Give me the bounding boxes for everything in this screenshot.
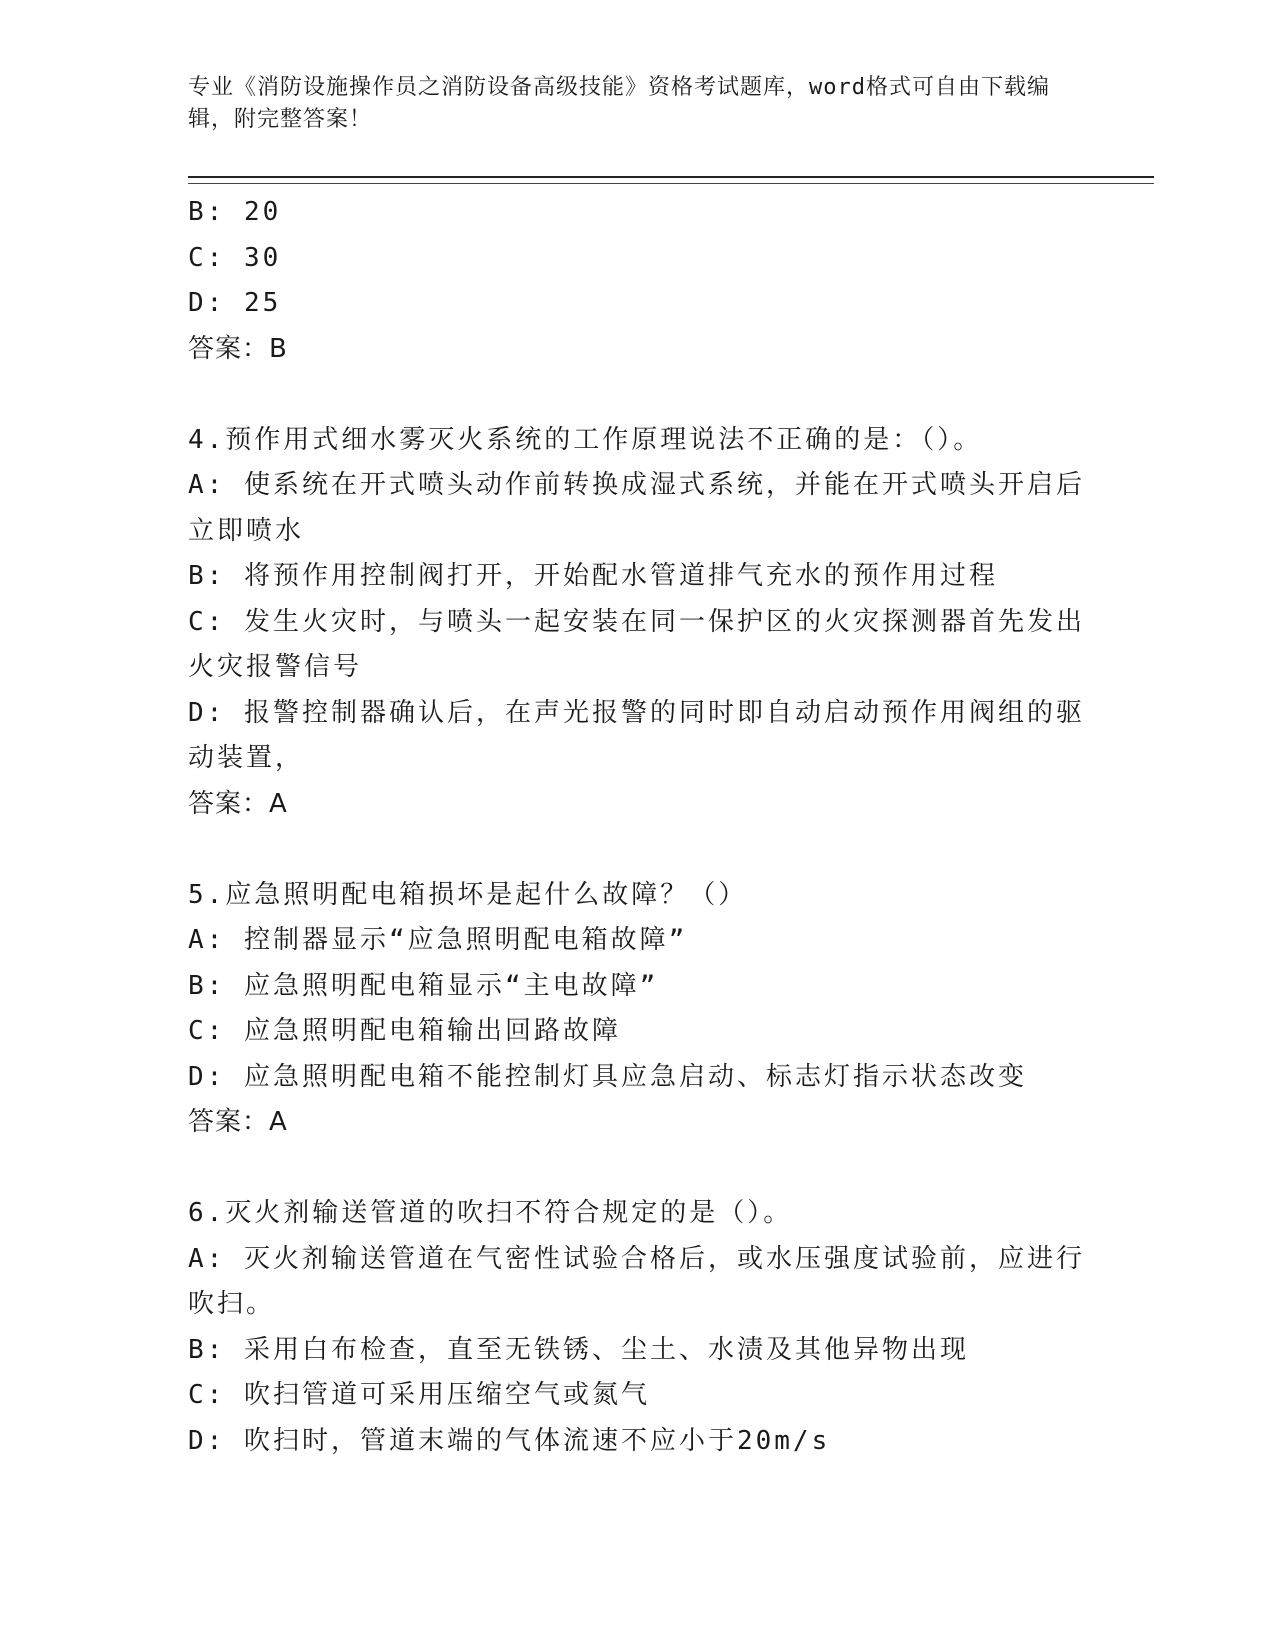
- option-d: D: 应急照明配电箱不能控制灯具应急启动、标志灯指示状态改变: [188, 1061, 1027, 1092]
- option-d: D: 25: [188, 288, 282, 318]
- question-list: [188, 190, 1088, 1464]
- header-text: 专业《消防设施操作员之消防设备高级技能》资格考试题库，word格式可自由下载编辑，附完整答案！: [188, 75, 1050, 132]
- option-c: C: 应急照明配电箱输出回路故障: [188, 1016, 621, 1046]
- question-stem: 4.预作用式细水雾灭火系统的工作原理说法不正确的是：（）。: [188, 424, 983, 455]
- option-c: C: 吹扫管道可采用压缩空气或氮气: [188, 1380, 650, 1410]
- option-d: D: 吹扫时，管道末端的气体流速不应小于20m/s: [188, 1425, 831, 1456]
- spacer: [188, 827, 1088, 873]
- option-d: D: 报警控制器确认后，在声光报警的同时即自动启动预作用阀组的驱动装置，: [188, 697, 1085, 773]
- question-6: [188, 1191, 1088, 1464]
- question-5: [188, 873, 1088, 1146]
- option-c: C: 发生火灾时，与喷头一起安装在同一保护区的火灾探测器首先发出火灾报警信号: [188, 606, 1085, 682]
- option-b: B: 将预作用控制阀打开，开始配水管道排气充水的预作用过程: [188, 561, 998, 591]
- question-stem: 6.灭火剂输送管道的吹扫不符合规定的是（）。: [188, 1198, 793, 1228]
- question-3-continued: [188, 190, 1088, 372]
- header-rule-thick: [188, 176, 1154, 178]
- header-rule-thin: [188, 183, 1154, 184]
- answer: 答案：B: [188, 333, 288, 364]
- answer: 答案：A: [188, 788, 288, 819]
- question-stem: 5.应急照明配电箱损坏是起什么故障？（）: [188, 879, 748, 910]
- answer: 答案：A: [188, 1107, 288, 1137]
- option-c: C: 30: [188, 242, 282, 273]
- question-4: [188, 418, 1088, 828]
- option-a: A: 灭火剂输送管道在气密性试验合格后，或水压强度试验前，应进行吹扫。: [188, 1243, 1085, 1319]
- spacer: [188, 372, 1088, 418]
- option-b: B: 20: [188, 197, 282, 227]
- spacer: [188, 1146, 1088, 1192]
- document-header: [188, 72, 1068, 136]
- option-a: A: 使系统在开式喷头动作前转换成湿式系统，并能在开式喷头开启后立即喷水: [188, 470, 1085, 546]
- option-b: B: 应急照明配电箱显示“主电故障”: [188, 970, 659, 1001]
- option-b: B: 采用白布检查，直至无铁锈、尘土、水渍及其他异物出现: [188, 1334, 969, 1365]
- option-a: A: 控制器显示“应急照明配电箱故障”: [188, 925, 688, 955]
